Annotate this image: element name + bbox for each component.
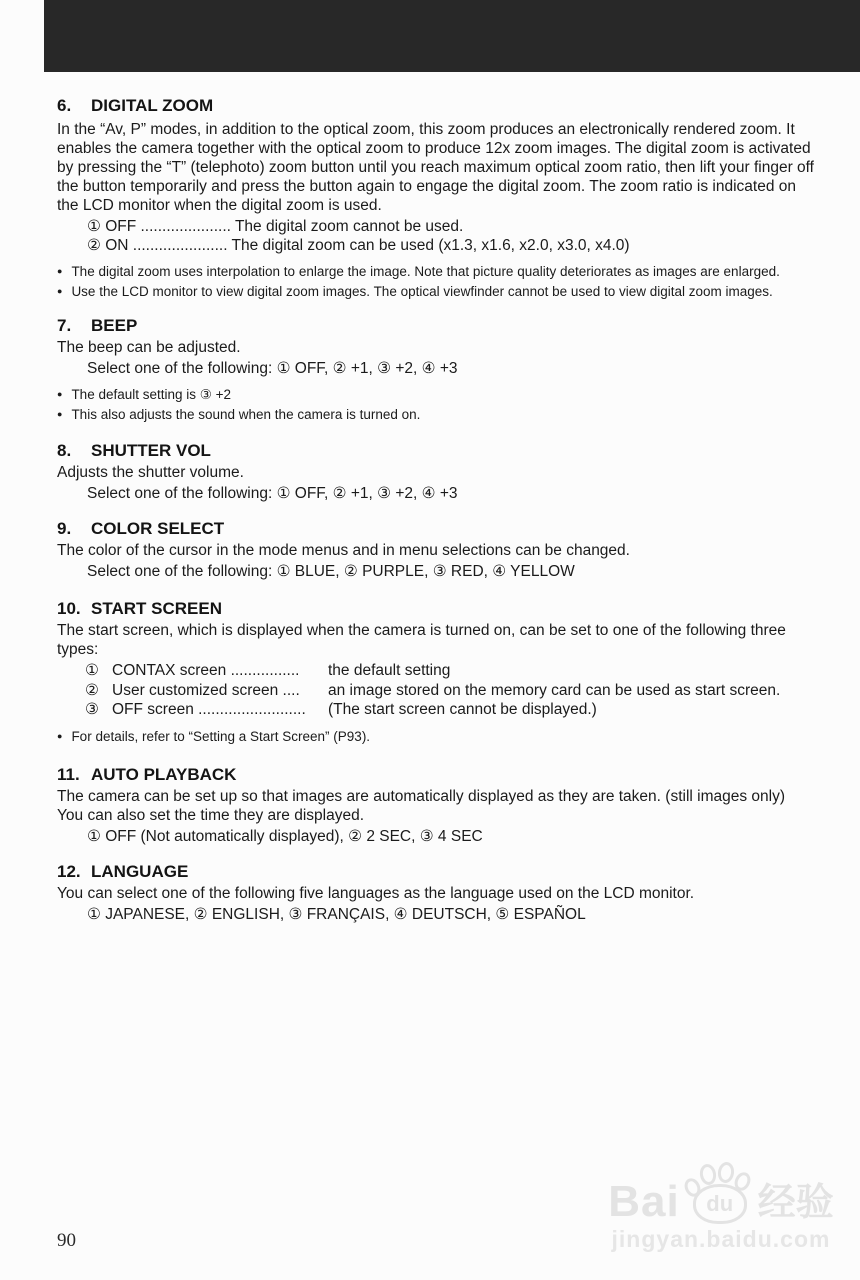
section-language	[57, 862, 819, 924]
list-item	[57, 661, 819, 681]
section-title: BEEP	[91, 316, 138, 335]
bullet-icon: ●	[57, 389, 63, 399]
paw-icon	[683, 1162, 755, 1224]
notes-list	[57, 263, 819, 300]
circled-number: ①	[85, 662, 99, 679]
section-paragraph: The beep can be adjusted.	[57, 339, 241, 356]
watermark-url: jingyan.baidu.com	[611, 1226, 831, 1252]
item-description: an image stored on the memory card can be used as start screen.	[328, 681, 781, 699]
section-heading	[57, 765, 819, 785]
bullet-icon: ●	[57, 730, 63, 741]
paw-pad: du	[693, 1184, 747, 1224]
note-item	[57, 386, 819, 404]
section-number: 9.	[57, 519, 72, 538]
bullet-icon: ●	[57, 408, 63, 419]
note-text: Use the LCD monitor to view digital zoom images. The optical viewfinder cannot be used to view digital zoom images.	[71, 283, 773, 299]
notes-list	[57, 386, 819, 423]
list-item	[57, 681, 819, 701]
bullet-icon: ●	[57, 285, 63, 296]
list-item	[57, 700, 819, 720]
circled-number: ②	[85, 681, 99, 699]
section-number: 7.	[57, 316, 72, 335]
section-number: 11.	[57, 765, 80, 784]
section-heading	[57, 519, 819, 539]
item-label: CONTAX screen ................	[112, 662, 300, 679]
select-line: ① JAPANESE, ② ENGLISH, ③ FRANÇAIS, ④ DEUTSCH, ⑤ ESPAÑOL	[87, 906, 586, 923]
section-start-screen	[57, 599, 819, 745]
section-number: 6.	[57, 96, 72, 115]
option-line: ② ON ...................... The digital zoom can be used (x1.3, x1.6, x2.0, x3.0, x4.0)	[87, 237, 630, 254]
section-heading	[57, 96, 819, 116]
header-bar	[44, 0, 860, 72]
section-paragraph: You can select one of the following five languages as the language used on the LCD monitor.	[57, 885, 695, 902]
section-title: COLOR SELECT	[91, 519, 225, 538]
item-description: the default setting	[328, 662, 451, 679]
section-title: LANGUAGE	[91, 862, 189, 881]
section-paragraph: In the “Av, P” modes, in addition to the optical zoom, this zoom produces an electronically rendered zoom. It enables the camera together with the optical zoom to produce 12x zoom images. The digital zoom is activated by pressing the “T” (telephoto) zoom button until you reach maximum optical zoom ratio, then lift your finger off the button temporarily and press the button again to engage the digital zoom. The zoom ratio is indicated on the LCD monitor when the digital zoom is used.	[57, 121, 819, 214]
section-paragraph: The color of the cursor in the mode menus and in menu selections can be changed.	[57, 542, 630, 559]
select-line: ① OFF (Not automatically displayed), ② 2 SEC, ③ 4 SEC	[87, 828, 483, 845]
section-number: 10.	[57, 599, 81, 618]
note-text: For details, refer to “Setting a Start Screen” (P93).	[71, 728, 371, 744]
circled-number: ③	[85, 701, 99, 718]
section-title: START SCREEN	[91, 599, 222, 618]
select-line: Select one of the following: ① OFF, ② +1, ③ +2, ④ +3	[87, 360, 458, 377]
section-auto-playback	[57, 765, 819, 846]
section-paragraph: You can also set the time they are displayed.	[57, 807, 365, 824]
item-label: OFF screen .........................	[112, 701, 306, 718]
note-text: The digital zoom uses interpolation to enlarge the image. Note that picture quality deteriorates as images are enlarged.	[71, 264, 780, 279]
select-line: Select one of the following: ① BLUE, ② PURPLE, ③ RED, ④ YELLOW	[87, 563, 575, 580]
note-text: The default setting is ③ +2	[71, 387, 232, 402]
baidu-logo-text: Bai	[608, 1177, 680, 1226]
baidu-jingyan-text: 经验	[757, 1180, 834, 1224]
section-title: SHUTTER VOL	[91, 441, 211, 460]
section-title: AUTO PLAYBACK	[91, 765, 237, 784]
bullet-icon: ●	[57, 266, 63, 276]
select-line: Select one of the following: ① OFF, ② +1, ③ +2, ④ +3	[87, 485, 458, 502]
section-heading	[57, 316, 819, 336]
note-item	[57, 263, 819, 281]
note-text: This also adjusts the sound when the camera is turned on.	[71, 406, 421, 422]
section-color-select	[57, 519, 819, 581]
note-item	[57, 728, 819, 746]
page-number: 90	[57, 1230, 76, 1251]
page-content	[57, 96, 819, 924]
section-beep	[57, 316, 819, 423]
section-heading	[57, 441, 819, 461]
section-paragraph: The camera can be set up so that images are automatically displayed as they are taken. (still images only)	[57, 788, 786, 805]
baidu-watermark	[596, 1162, 846, 1253]
note-item	[57, 283, 819, 301]
option-line: ① OFF ..................... The digital zoom cannot be used.	[87, 218, 464, 235]
section-number: 8.	[57, 441, 72, 460]
section-title: DIGITAL ZOOM	[91, 96, 214, 115]
section-paragraph: The start screen, which is displayed when the camera is turned on, can be set to one of the following three types:	[57, 622, 791, 658]
section-shutter-vol	[57, 441, 819, 503]
notes-list	[57, 728, 819, 746]
section-paragraph: Adjusts the shutter volume.	[57, 464, 244, 481]
section-number: 12.	[57, 862, 81, 881]
item-label: User customized screen ....	[112, 681, 300, 699]
baidu-logo	[596, 1162, 846, 1224]
section-digital-zoom	[57, 96, 819, 300]
section-heading	[57, 599, 819, 619]
item-description: (The start screen cannot be displayed.)	[328, 701, 597, 718]
note-item	[57, 406, 819, 424]
section-heading	[57, 862, 819, 882]
